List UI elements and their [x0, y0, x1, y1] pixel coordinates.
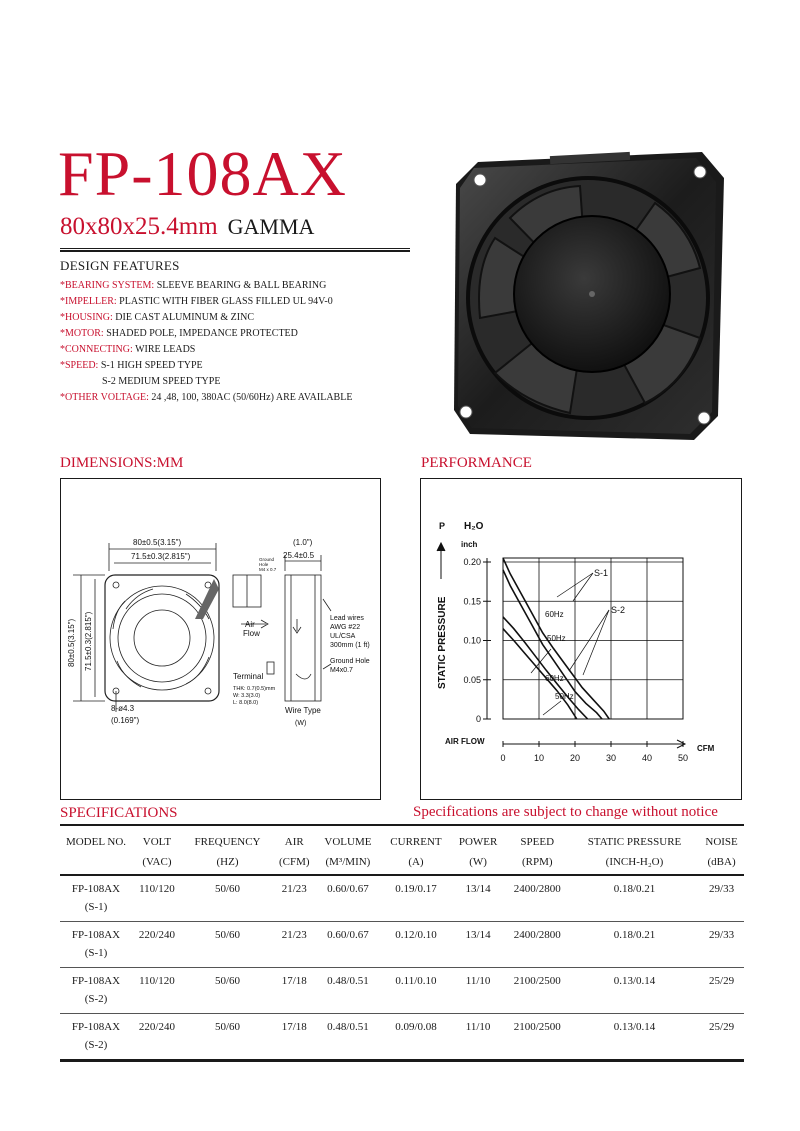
chart-h2o-label: H₂O	[464, 521, 484, 532]
wire-type-code: (W)	[295, 720, 307, 727]
chart-x-axis-label: AIR FLOW	[445, 737, 485, 746]
table-cell: 50/60	[214, 929, 241, 941]
table-cell: 220/240	[138, 1021, 175, 1033]
table-cell: 2400/2800	[513, 929, 561, 941]
table-cell: 50/60	[214, 1021, 241, 1033]
ground-hole-1: Ground Hole	[330, 658, 370, 665]
lead-wires-2: AWG #22	[330, 624, 361, 631]
table-cell: 0.48/0.51	[327, 1021, 369, 1033]
feature-other-voltage	[60, 390, 430, 406]
ground-hole-2: M4x0.7	[330, 667, 353, 674]
feature-value: WIRE LEADS	[132, 344, 196, 355]
x-tick-label: 20	[569, 753, 581, 763]
spec-table	[60, 830, 744, 1062]
col-volume: VOLUME (M³/MIN)	[324, 836, 372, 868]
dim-width-outer: 80±0.5(3.15")	[133, 538, 182, 547]
table-cell: 13/14	[465, 883, 491, 895]
table-cell: 110/120	[139, 883, 175, 895]
table-cell: 50/60	[214, 975, 241, 987]
lead-wires-3: UL/CSA	[330, 633, 356, 640]
y-tick-label: 0.05	[463, 674, 481, 685]
col-volt: VOLT (VAC)	[142, 836, 172, 868]
s2-50hz-curve	[503, 629, 577, 719]
chart-ticks	[463, 557, 688, 763]
terminal-spec-1: THK: 0.7(0.5)mm	[233, 686, 276, 692]
col-power: POWER (W)	[458, 836, 498, 868]
ground-hole-small-1: Ground	[259, 557, 275, 562]
feature-value: 24 ,48, 100, 380AC (50/60Hz) ARE AVAILABLE	[148, 392, 353, 403]
x-tick-label: 40	[641, 753, 653, 763]
feature-impeller	[60, 294, 430, 310]
dim-depth-inch: (1.0")	[293, 538, 313, 547]
feature-key: *CONNECTING:	[60, 344, 133, 355]
fan-photo	[450, 148, 728, 442]
cell-model: FP-108AX (S-1)	[71, 883, 121, 913]
feature-key: *MOTOR:	[60, 328, 104, 339]
y-tick-label: 0.15	[463, 596, 481, 607]
spec-top-rule	[60, 824, 744, 826]
spec-notice: Specifications are subject to change without notice	[413, 804, 718, 820]
table-cell: 220/240	[138, 929, 175, 941]
size-subtitle	[60, 214, 314, 239]
table-cell: 25/29	[709, 1021, 735, 1033]
table-cell: 29/33	[709, 929, 735, 941]
feature-value: S-2 MEDIUM SPEED TYPE	[102, 376, 221, 387]
terminal-spec-3: L: 8.0(8.0)	[233, 700, 259, 706]
feature-value: PLASTIC WITH FIBER GLASS FILLED UL 94V-0	[116, 296, 333, 307]
features-heading: DESIGN FEATURES	[60, 258, 180, 273]
wire-type-label: Wire Type	[285, 706, 321, 715]
annotation-s2: S-2	[611, 605, 626, 615]
feature-value: DIE CAST ALUMINUM & ZINC	[112, 312, 254, 323]
dimensions-box	[60, 478, 381, 800]
x-tick-label: 30	[605, 753, 617, 763]
chart-x-unit: CFM	[697, 744, 715, 753]
air-flow-label-1: Air	[245, 620, 255, 629]
table-cell: 0.11/0.10	[395, 975, 437, 987]
chart-inch-label: inch	[461, 540, 478, 549]
size-text: 80x80x25.4mm	[60, 213, 218, 240]
dim-hole: 8-ø4.3	[111, 704, 135, 713]
model-title: FP-108AX	[58, 138, 347, 209]
feature-key: *BEARING SYSTEM:	[60, 280, 155, 291]
plot-area	[503, 558, 683, 719]
table-row	[60, 922, 744, 968]
col-static-pressure: STATIC PRESSURE (INCH-H₂O)	[587, 836, 682, 868]
table-cell: 11/10	[465, 975, 491, 987]
cell-model: FP-108AX (S-2)	[71, 1021, 121, 1051]
brand-name: GAMMA	[227, 214, 315, 239]
col-model: MODEL NO.	[65, 836, 127, 848]
table-cell: 2100/2500	[513, 975, 561, 987]
y-tick-label: 0.20	[463, 557, 481, 567]
table-cell: 110/120	[139, 975, 175, 987]
table-cell: 0.60/0.67	[327, 929, 369, 941]
feature-key: *IMPELLER:	[60, 296, 117, 307]
table-cell: 11/10	[465, 1021, 491, 1033]
annotation-s2-60hz: 60Hz	[545, 674, 564, 683]
lead-wires-4: 300mm (1 ft)	[330, 642, 370, 649]
performance-heading: PERFORMANCE	[421, 455, 532, 471]
col-frequency: FREQUENCY (HZ)	[194, 836, 261, 868]
table-cell: 0.09/0.08	[395, 1021, 437, 1033]
feature-motor	[60, 326, 430, 342]
table-cell: 0.12/0.10	[395, 929, 437, 941]
feature-bearing	[60, 278, 430, 294]
table-cell: 2400/2800	[513, 883, 561, 895]
col-air: AIR (CFM)	[278, 836, 310, 868]
table-cell: 0.13/0.14	[613, 1021, 656, 1033]
ground-hole-small-2: Hole	[259, 562, 269, 567]
table-cell: 29/33	[709, 883, 735, 895]
table-cell: 0.19/0.17	[395, 883, 437, 895]
feature-key: *HOUSING:	[60, 312, 113, 323]
lead-wires-1: Lead wires	[330, 615, 364, 622]
table-cell: 2100/2500	[513, 1021, 561, 1033]
table-cell: 25/29	[709, 975, 735, 987]
dim-height-inner: 71.5±0.3(2.815")	[84, 611, 93, 671]
x-tick-label: 10	[533, 753, 545, 763]
feature-housing	[60, 310, 430, 326]
annotation-s1-50hz: 50Hz	[547, 634, 566, 643]
dimensions-heading: DIMENSIONS:MM	[60, 455, 184, 471]
table-cell: 17/18	[281, 975, 307, 987]
chart-p-label: P	[439, 521, 446, 531]
dim-width-inner: 71.5±0.3(2.815")	[131, 552, 191, 561]
header-rule	[60, 248, 410, 252]
feature-value: SLEEVE BEARING & BALL BEARING	[154, 280, 327, 291]
specifications-heading: SPECIFICATIONS	[60, 805, 178, 821]
pressure-arrow-icon	[437, 543, 445, 579]
table-cell: 21/23	[281, 883, 307, 895]
table-row	[60, 1014, 744, 1061]
dim-depth: 25.4±0.5	[283, 551, 315, 560]
dim-hole-inch: (0.169")	[111, 716, 140, 725]
ground-hole-small-3: M4 x 0.7	[259, 567, 277, 572]
x-tick-label: 50	[677, 753, 689, 763]
table-cell: 0.13/0.14	[613, 975, 656, 987]
performance-box	[420, 478, 742, 800]
table-cell: 0.18/0.21	[613, 883, 656, 895]
design-features	[60, 258, 430, 406]
col-noise: NOISE (dBA)	[705, 836, 738, 868]
terminal-spec-2: W: 3.3(3.0)	[233, 693, 261, 699]
cell-model: FP-108AX (S-1)	[71, 929, 121, 959]
table-cell: 0.60/0.67	[327, 883, 369, 895]
performance-chart	[421, 479, 740, 798]
annotation-s2-50hz: 50Hz	[555, 692, 574, 701]
y-tick-label: 0	[475, 714, 481, 724]
table-row	[60, 968, 744, 1014]
feature-key: *OTHER VOLTAGE:	[60, 392, 149, 403]
terminal-label: Terminal	[233, 672, 264, 681]
table-cell: 21/23	[281, 929, 307, 941]
feature-key: *SPEED:	[60, 360, 99, 371]
x-tick-label: 0	[500, 753, 506, 763]
dim-height-outer: 80±0.5(3.15")	[67, 618, 76, 667]
table-row	[60, 875, 744, 922]
feature-value: SHADED POLE, IMPEDANCE PROTECTED	[103, 328, 298, 339]
spec-header-row	[60, 830, 744, 875]
cell-model: FP-108AX (S-2)	[71, 975, 121, 1005]
table-cell: 0.18/0.21	[613, 929, 656, 941]
feature-speed-s2	[60, 374, 430, 390]
col-current: CURRENT (A)	[390, 836, 442, 868]
table-cell: 17/18	[281, 1021, 307, 1033]
chart-y-axis-label: STATIC PRESSURE	[437, 596, 448, 689]
feature-connecting	[60, 342, 430, 358]
table-cell: 0.48/0.51	[327, 975, 369, 987]
col-speed: SPEED (RPM)	[520, 836, 555, 868]
table-cell: 13/14	[465, 929, 491, 941]
feature-speed	[60, 358, 430, 374]
chart-grid	[503, 558, 683, 719]
table-cell: 50/60	[214, 883, 241, 895]
y-tick-label: 0.10	[463, 635, 481, 646]
feature-value: S-1 HIGH SPEED TYPE	[98, 360, 203, 371]
dimensions-drawing	[61, 479, 379, 798]
annotation-s1-60hz: 60Hz	[545, 610, 564, 619]
air-flow-label-2: Flow	[243, 629, 260, 638]
annotation-s1: S-1	[594, 568, 609, 578]
